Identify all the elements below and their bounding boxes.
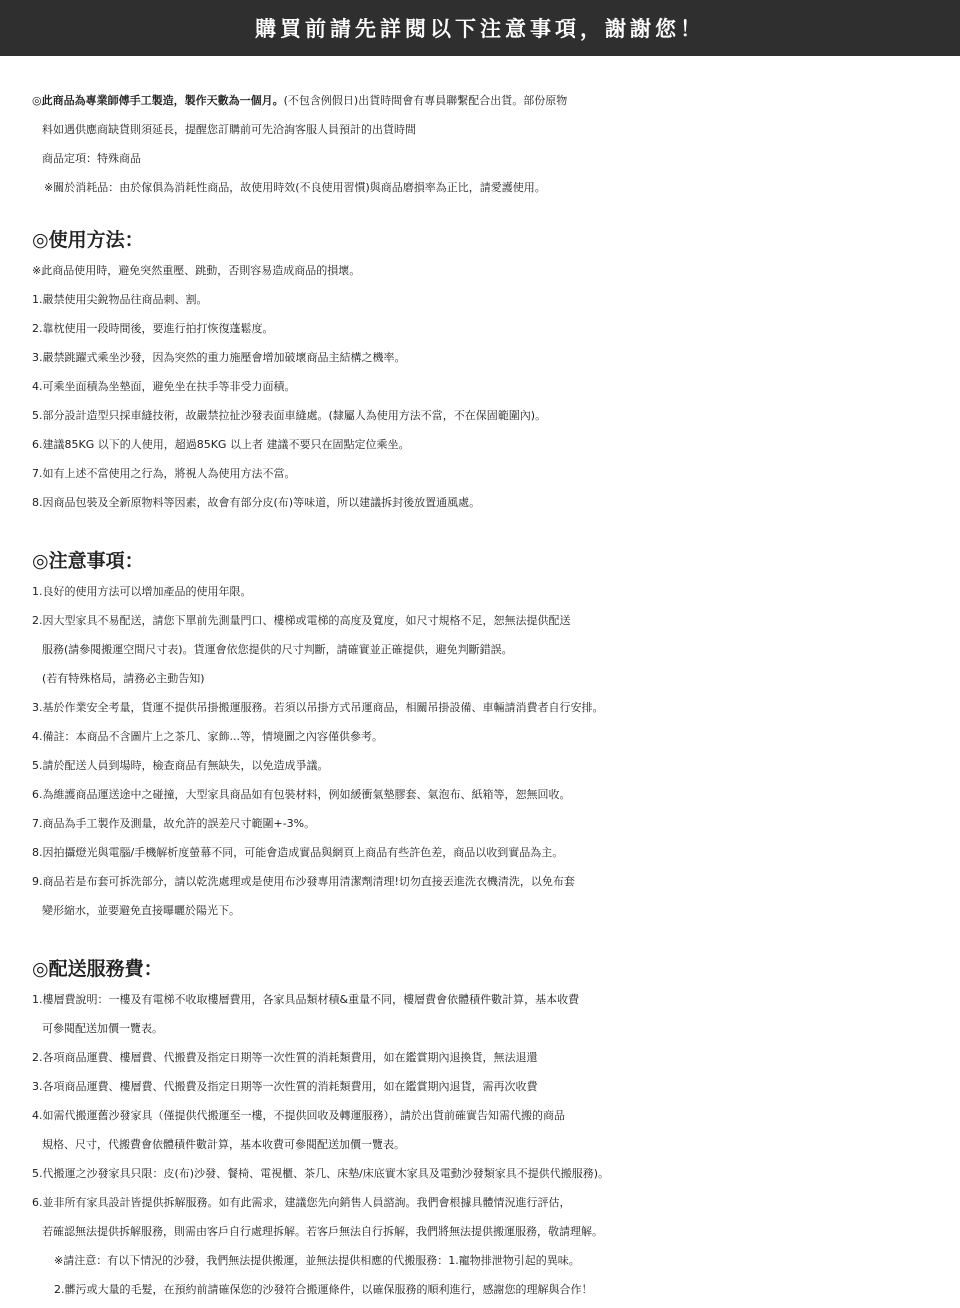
notes-line: 服務(請參閱搬運空間尺寸表)。貨運會依您提供的尺寸判斷，請確實並正確提供，避免判斷錯誤。 — [42, 643, 513, 656]
banner-title: 購買前請先詳閱以下注意事項，謝謝您！ — [255, 17, 705, 41]
shipping-line: 規格、尺寸，代搬費會依體積件數計算，基本收費可參閱配送加價一覽表。 — [42, 1138, 405, 1151]
usage-line: 3.嚴禁跳躍式乘坐沙發，因為突然的重力施壓會增加破壞商品主結構之機率。 — [32, 351, 406, 364]
intro-text: (不包含例假日)出貨時間會有專員聯繫配合出貨。部份原物 — [283, 94, 568, 107]
usage-line: 4.可乘坐面積為坐墊面，避免坐在扶手等非受力面積。 — [32, 380, 296, 393]
usage-line: 1.嚴禁使用尖銳物品往商品刺、割。 — [32, 293, 208, 306]
notes-line: 2.因大型家具不易配送，請您下單前先測量門口、樓梯或電梯的高度及寬度，如尺寸規格不足，恕無法提供配送 — [32, 614, 571, 627]
shipping-line: 2.各項商品運費、樓層費、代搬費及指定日期等一次性質的消耗類費用，如在鑑賞期內退換貨，無法退還 — [32, 1051, 538, 1064]
intro-section — [32, 86, 960, 202]
intro-line: ※關於消耗品：由於傢俱為消耗性商品，故使用時效(不良使用習慣)與商品磨損率為正比，請愛護使用。 — [44, 181, 546, 194]
notes-line: (若有特殊格局，請務必主動告知) — [42, 672, 205, 685]
notes-section — [32, 545, 960, 925]
usage-line: 8.因商品包裝及全新原物料等因素，故會有部分皮(布)等味道，所以建議拆封後放置通風處。 — [32, 496, 481, 509]
shipping-line: ※請注意：有以下情況的沙發，我們無法提供搬運，並無法提供相應的代搬服務：1.寵物排泄物引起的異味。 — [54, 1254, 580, 1267]
notice-banner — [0, 0, 960, 56]
shipping-line: 5.代搬運之沙發家具只限：皮(布)沙發、餐椅、電視櫃、茶几、床墊/床底實木家具及電動沙發類家具不提供代搬服務)。 — [32, 1167, 610, 1180]
intro-line: 商品定項：特殊商品 — [42, 152, 141, 165]
usage-section — [32, 224, 960, 517]
notes-line: 6.為維護商品運送途中之碰撞，大型家具商品如有包裝材料，例如緩衝氣墊膠套、氣泡布、紙箱等，恕無回收。 — [32, 788, 571, 801]
intro-bold-text: ◎此商品為專業師傅手工製造，製作天數為一個月。 — [32, 94, 284, 107]
shipping-line: 若確認無法提供拆解服務，則需由客戶自行處理拆解。若客戶無法自行拆解，我們將無法提供搬運服務，敬請理解。 — [42, 1225, 603, 1238]
shipping-section — [32, 953, 960, 1304]
notes-line: 變形縮水，並要避免直接曝曬於陽光下。 — [42, 904, 240, 917]
shipping-line: 2.髒污或大量的毛髮，在預約前請確保您的沙發符合搬運條件，以確保服務的順利進行，感謝您的理解與合作！ — [54, 1283, 593, 1296]
usage-line: 5.部分設計造型只採車縫技術，故嚴禁拉扯沙發表面車縫處。(隸屬人為使用方法不當，不在保固範圍內)。 — [32, 409, 547, 422]
notes-line: 9.商品若是布套可拆洗部分，請以乾洗處理或是使用布沙發專用清潔劑清理!切勿直接丟進洗衣機清洗，以免布套 — [32, 875, 575, 888]
shipping-line: 1.樓層費說明：一樓及有電梯不收取樓層費用，各家具品類材積&重量不同，樓層費會依體積件數計算，基本收費 — [32, 993, 580, 1006]
usage-line: 7.如有上述不當使用之行為，將視人為使用方法不當。 — [32, 467, 296, 480]
section-heading: ◎注意事項： — [32, 550, 144, 572]
notes-line: 3.基於作業安全考量，貨運不提供吊掛搬運服務。若須以吊掛方式吊運商品，相關吊掛設備、車輛請消費者自行安排。 — [32, 701, 604, 714]
usage-line: ※此商品使用時，避免突然重壓、跳動，否則容易造成商品的損壞。 — [32, 264, 361, 277]
usage-line: 6.建議85KG 以下的人使用，超過85KG 以上者 建議不要只在固點定位乘坐。 — [32, 438, 410, 451]
shipping-line: 3.各項商品運費、樓層費、代搬費及指定日期等一次性質的消耗類費用，如在鑑賞期內退貨，需再次收費 — [32, 1080, 538, 1093]
shipping-line: 4.如需代搬運舊沙發家具（僅提供代搬運至一樓，不提供回收及轉運服務），請於出貨前確實告知需代搬的商品 — [32, 1109, 565, 1122]
section-heading: ◎配送服務費： — [32, 958, 163, 980]
section-heading: ◎使用方法： — [32, 229, 144, 251]
intro-line — [32, 86, 960, 115]
notes-line: 4.備註：本商品不含圖片上之茶几、家飾...等，情境圖之內容僅供參考。 — [32, 730, 383, 743]
notice-document — [0, 56, 960, 1304]
notes-line: 1.良好的使用方法可以增加產品的使用年限。 — [32, 585, 252, 598]
notes-line: 7.商品為手工製作及測量，故允許的誤差尺寸範圍+-3%。 — [32, 817, 316, 830]
notes-line: 8.因拍攝燈光與電腦/手機解析度螢幕不同，可能會造成實品與網頁上商品有些許色差，商品以收到實品為主。 — [32, 846, 564, 859]
shipping-line: 6.並非所有家具設計皆提供拆解服務。如有此需求，建議您先向銷售人員諮詢。我們會根據具體情況進行評估， — [32, 1196, 571, 1209]
usage-line: 2.靠枕使用一段時間後，要進行拍打恢復蓬鬆度。 — [32, 322, 274, 335]
intro-line: 料如遇供應商缺貨則須延長，提醒您訂購前可先洽詢客服人員預計的出貨時間 — [42, 123, 416, 136]
notes-line: 5.請於配送人員到場時，檢查商品有無缺失，以免造成爭議。 — [32, 759, 329, 772]
shipping-line: 可參閱配送加價一覽表。 — [42, 1022, 163, 1035]
